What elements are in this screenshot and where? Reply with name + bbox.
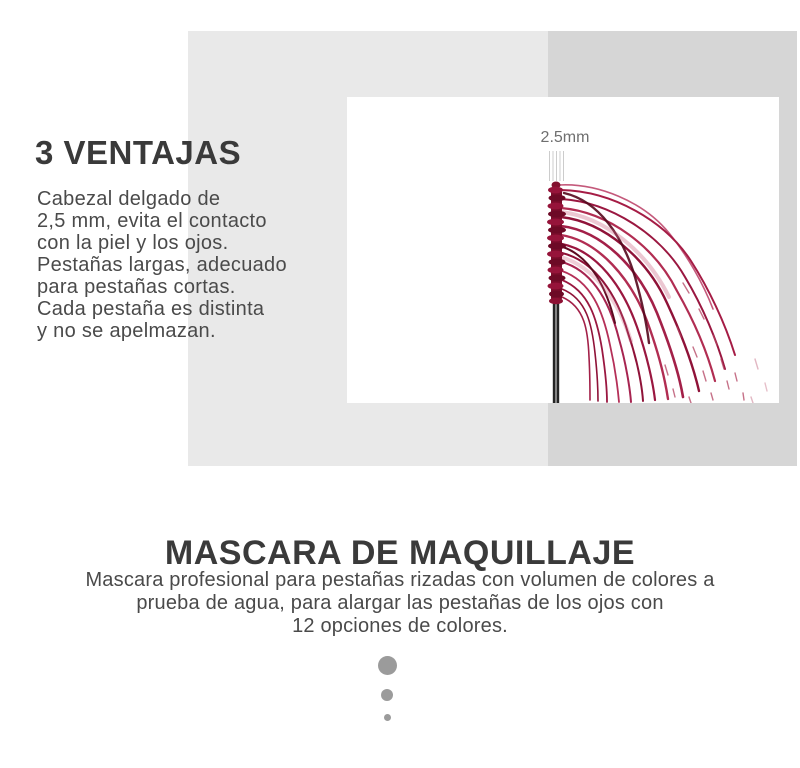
advantages-text-line: Pestañas largas, adecuado: [37, 254, 287, 276]
product-description-line: Mascara profesional para pestañas rizadas con volumen de colores a: [85, 569, 715, 591]
advantages-text-line: 2,5 mm, evita el contacto: [37, 210, 267, 232]
decorative-dot-medium: [381, 689, 393, 701]
measure-tick-lines: [550, 151, 564, 181]
decorative-dot-small: [384, 714, 391, 721]
advantages-text-line: para pestañas cortas.: [37, 276, 236, 298]
product-description-line: prueba de agua, para alargar las pestañas de los ojos con: [136, 592, 664, 614]
advantages-text: [37, 188, 365, 342]
advantages-text-line: con la piel y los ojos.: [37, 232, 229, 254]
decorative-dot-large: [378, 656, 397, 675]
advantages-text-line: Cada pestaña es distinta: [37, 298, 265, 320]
wand-stem: [553, 301, 559, 403]
advantages-text-line: Cabezal delgado de: [37, 188, 221, 210]
product-title: MASCARA DE MAQUILLAJE: [164, 534, 636, 573]
product-description: [0, 569, 800, 638]
mascara-wand-illustration: [347, 97, 779, 403]
product-description-line: 12 opciones de colores.: [292, 615, 508, 637]
measure-label: 2.5mm: [540, 129, 590, 146]
advantages-title: 3 VENTAJAS: [35, 134, 242, 171]
advantages-section: [35, 134, 365, 342]
brush-head: [547, 182, 566, 305]
advantages-text-line: y no se apelmazan.: [37, 320, 216, 342]
mascara-wand-image: [347, 97, 779, 403]
mascara-strokes: [559, 185, 735, 402]
